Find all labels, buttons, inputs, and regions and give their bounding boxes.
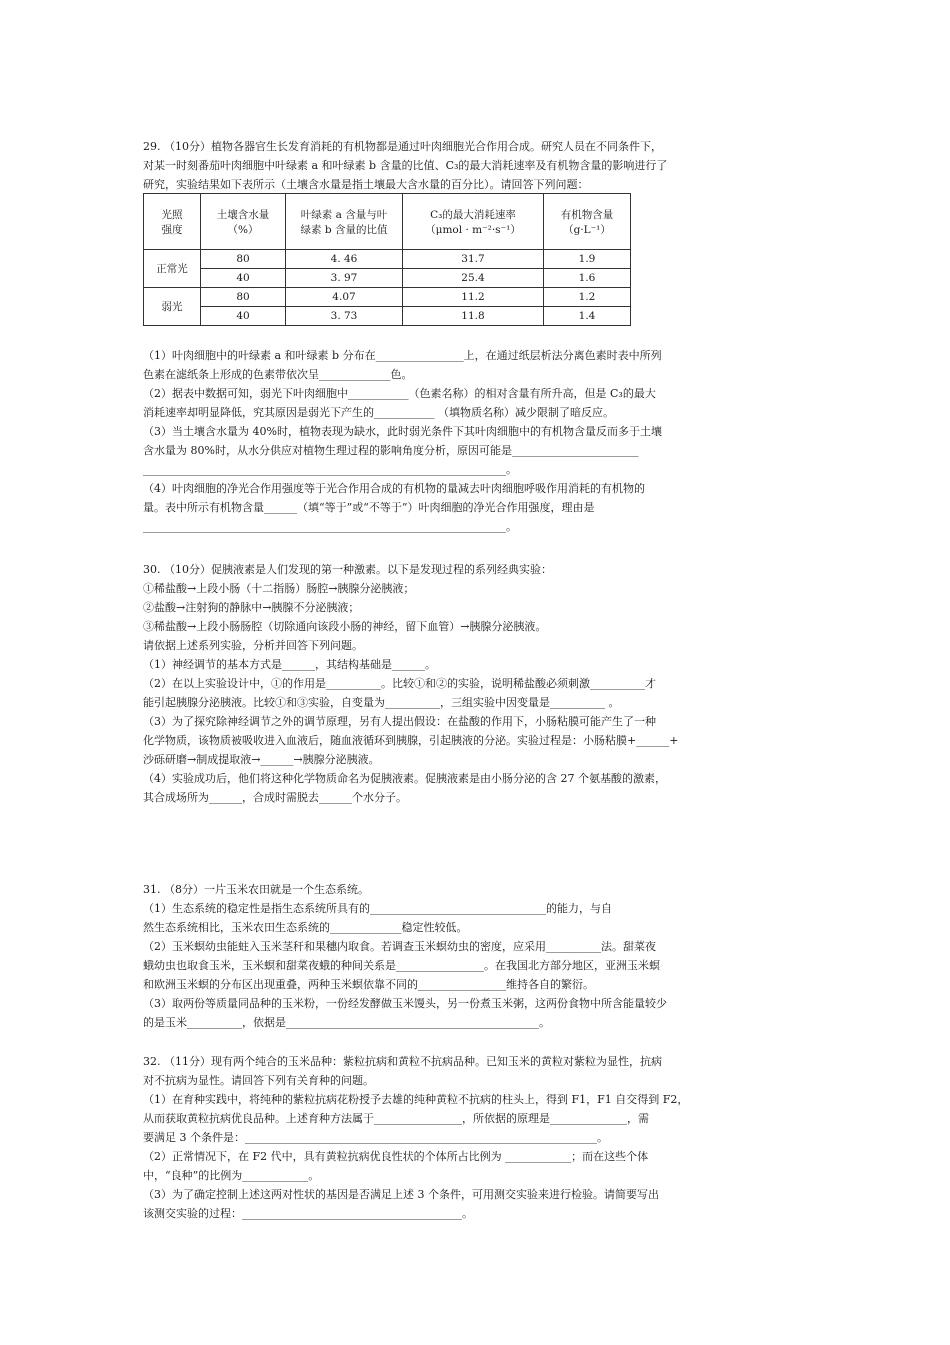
table-header-cell: 叶绿素 a 含量与叶 绿素 b 含量的比值 [286,194,403,250]
q31-block [143,880,743,1032]
q29-line: 量。表中所示有机物含量______（填“等于”或“不等于”）叶肉细胞的净光合作用强度，理由是 [143,501,595,514]
q30-line: （2）在以上实验设计中，①的作用是__________。比较①和②的实验，说明稀盐酸必须刺激__________才 [143,677,656,690]
q32-line: （2）正常情况下，在 F2 代中，具有黄粒抗病优良性状的个体所占比例为 ____________；而在这些个体 [143,1150,649,1163]
q29-line: __________________________________________________________________。 [143,520,517,533]
q29-intro-line: 对某一时刻番茄叶肉细胞中叶绿素 a 和叶绿素 b 含量的比值、C₃的最大消耗速率及有机物含量的影响进行了 [143,159,668,172]
q30-line: （1）神经调节的基本方式是______，其结构基础是______。 [143,658,436,671]
table-cell: 1.4 [544,307,631,326]
table-cell: 4. 46 [286,250,403,269]
q29-line: （2）据表中数据可知，弱光下叶肉细胞中___________（色素名称）的相对含量有所升高，但是 C₃的最大 [143,387,656,400]
q32-line: 对不抗病为显性。请回答下列有关育种的问题。 [143,1074,374,1087]
table-header-cell: 土壤含水量 （%） [201,194,286,250]
q29-intro [143,137,743,194]
q30-line: ②盐酸→注射狗的静脉中→胰腺不分泌胰液； [143,601,360,614]
table-cell: 11.8 [403,307,544,326]
q29-line: __________________________________________________________________。 [143,463,517,476]
q30-line: 能引起胰腺分泌胰液。比较①和③实验，自变量为__________，三组实验中因变量是__________ 。 [143,696,620,709]
table-row [144,288,631,307]
table-cell: 3. 73 [286,307,403,326]
table-cell: 80 [201,288,286,307]
q32-line: 32. （11分）现有两个纯合的玉米品种：紫粒抗病和黄粒不抗病品种。已知玉米的黄粒对紫粒为显性，抗病 [143,1055,662,1068]
q29-line: 消耗速率却明显降低，究其原因是弱光下产生的___________ （填物质名称）减少限制了暗反应。 [143,406,614,419]
q31-line: 蛾幼虫也取食玉米，玉米螟和甜菜夜蛾的种间关系是________________。在我国北方部分地区，亚洲玉米螟 [143,959,660,972]
light-cell: 正常光 [144,250,201,288]
table-row [144,307,631,326]
table-header-cell: C₃的最大消耗速率 （μmol · m⁻²·s⁻¹） [403,194,544,250]
q29-line: （4）叶肉细胞的净光合作用强度等于光合作用合成的有机物的量减去叶肉细胞呼吸作用消耗的有机物的 [143,482,645,495]
q31-line: 的是玉米__________，依据是______________________________________________。 [143,1016,550,1029]
table-header-row [144,194,631,250]
table-cell: 1.6 [544,269,631,288]
q29-intro-line: 29. （10分）植物各器官生长发育消耗的有机物都是通过叶肉细胞光合作用合成。研究人员在不同条件下， [143,140,662,153]
table-row [144,269,631,288]
q30-line: （4）实验成功后，他们将这种化学物质命名为促胰液素。促胰液素是由小肠分泌的含 27 个氨基酸的激素， [143,772,666,785]
q32-line: 要满足 3 个条件是：________________________________________________________________。 [143,1131,608,1144]
table-cell: 40 [201,269,286,288]
q29-line: （3）当土壤含水量为 40%时，植物表现为缺水，此时弱光条件下其叶肉细胞中的有机物含量反而多于土壤 [143,425,662,438]
q31-line: 和欧洲玉米螟的分布区出现重叠，两种玉米螟依靠不同的________________维持各自的繁衍。 [143,978,594,991]
q32-line: （3）为了确定控制上述这两对性状的基因是否满足上述 3 个条件，可用测交实验来进行检验。请简要写出 [143,1188,659,1201]
q30-line: 30. （10分）促胰液素是人们发现的第一种激素。以下是发现过程的系列经典实验： [143,563,552,576]
table-header-cell: 光照 强度 [144,194,201,250]
q29-line: 含水量为 80%时，从水分供应对植物生理过程的影响角度分析，原因可能是_______________________ [143,444,639,457]
q30-line: 其合成场所为______，合成时需脱去______个水分子。 [143,791,407,804]
q29-questions [143,346,743,536]
q29-data-table [143,193,631,326]
table-cell: 31.7 [403,250,544,269]
table-cell: 80 [201,250,286,269]
table-cell: 25.4 [403,269,544,288]
q31-line: （3）取两份等质量同品种的玉米粉，一份经发酵做玉米馒头，另一份煮玉米粥，这两份食物中所含能量较少 [143,997,667,1010]
q31-line: （1）生态系统的稳定性是指生态系统所具有的________________________________的能力，与自 [143,902,612,915]
q31-line: 然生态系统相比，玉米农田生态系统的_____________稳定性较低。 [143,921,468,934]
table-cell: 3. 97 [286,269,403,288]
q29-intro-line: 研究，实验结果如下表所示（土壤含水量是指土壤最大含水量的百分比）。请回答下列问题： [143,178,589,191]
q32-line: 该测交实验的过程：________________________________________。 [143,1207,473,1220]
table-cell: 1.9 [544,250,631,269]
q30-line: （3）为了探究除神经调节之外的调节原理，另有人提出假设：在盐酸的作用下，小肠粘膜可能产生了一种 [143,715,656,728]
q32-line: （1）在育种实践中，将纯种的紫粒抗病花粉授予去雄的纯种黄粒不抗病的柱头上，得到 F1，F1 自交得到 F2， [143,1093,689,1106]
table-cell: 40 [201,307,286,326]
table-cell: 11.2 [403,288,544,307]
q31-line: （2）玉米螟幼虫能蛀入玉米茎秆和果穗内取食。若调查玉米螟幼虫的密度，应采用__________法。甜菜夜 [143,940,656,953]
table-row [144,250,631,269]
q30-line: 化学物质，该物质被吸收进入血液后，随血液循环到胰腺，引起胰液的分泌。实验过程是：小肠粘膜+______+ [143,734,679,747]
q30-line: 请依据上述系列实验，分析并回答下列问题。 [143,639,363,652]
q29-line: 色素在滤纸条上形成的色素带依次呈_____________色。 [143,368,413,381]
q31-line: 31. （8分）一片玉米农田就是一个生态系统。 [143,883,369,896]
light-cell: 弱光 [144,288,201,326]
table-cell: 1.2 [544,288,631,307]
q30-line: ①稀盐酸→上段小肠（十二指肠）肠腔→胰腺分泌胰液； [143,582,415,595]
q32-line: 从而获取黄粒抗病优良品种。上述育种方法属于________________，所依据的原理是______________，需 [143,1112,649,1125]
table-header-cell: 有机物含量 （g·L⁻¹） [544,194,631,250]
q30-line: ③稀盐酸→上段小肠肠腔（切除通向该段小肠的神经，留下血管）→胰腺分泌胰液。 [143,620,547,633]
q30-line: 沙砾研磨→制成提取液→______→胰腺分泌胰液。 [143,753,380,766]
q32-block [143,1052,743,1223]
q29-line: （1）叶肉细胞中的叶绿素 a 和叶绿素 b 分布在________________上，在通过纸层析法分离色素时表中所列 [143,349,662,362]
table-cell: 4.07 [286,288,403,307]
q32-line: 中，“良种”的比例为____________。 [143,1169,320,1182]
q30-block [143,560,743,807]
